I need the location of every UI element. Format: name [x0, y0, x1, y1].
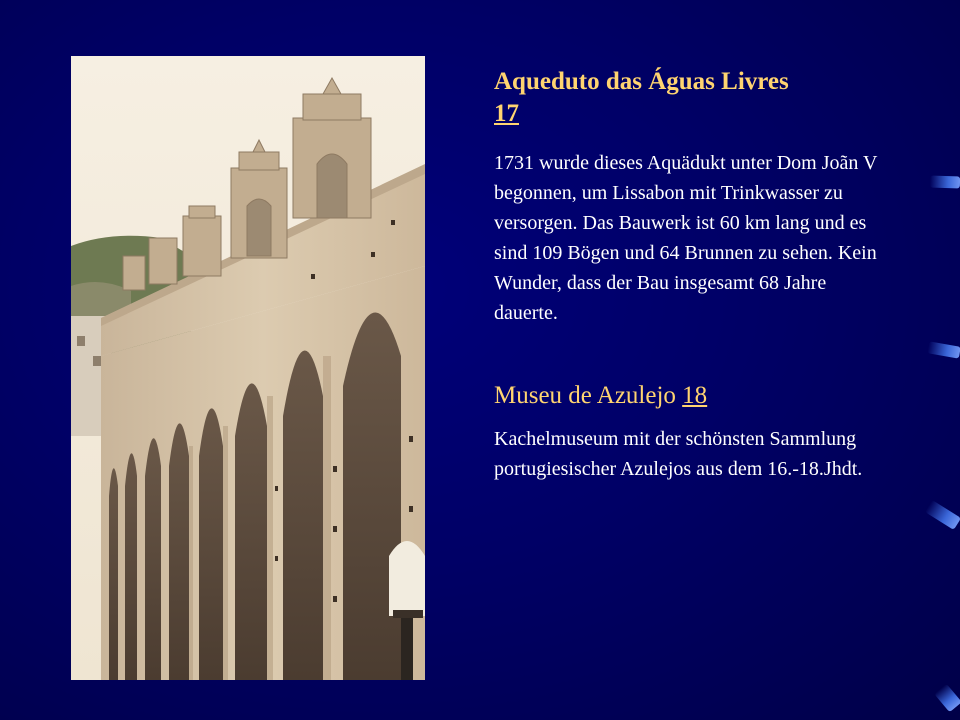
- section1-text: 1731 wurde dieses Aquädukt unter Dom Joãn V begonnen, um Lissabon mit Trinkwasser zu versorgen. Das Bauwerk ist 60 km lang und es sind 109 Bögen und 64 Brunnen zu sehen. Kein Wunder, dass der Bau insgesamt 68 Jahre dauerte.: [494, 152, 878, 324]
- section1-heading: [494, 66, 914, 130]
- section2-text: Kachelmuseum mit der schönsten Sammlung portugiesischer Azulejos aus dem 16.-18.Jhdt.: [494, 428, 863, 480]
- aqueduct-photo: [71, 56, 425, 680]
- section2-heading: [494, 380, 914, 412]
- content-column: [494, 66, 914, 484]
- decorative-streak: [927, 341, 960, 358]
- section1-link[interactable]: 17: [494, 100, 519, 127]
- decorative-streak: [934, 684, 960, 713]
- section2-link[interactable]: 18: [682, 382, 708, 409]
- decorative-streak: [925, 500, 960, 530]
- section2-title: Museu de Azulejo: [494, 382, 676, 409]
- section1-title: Aqueduto das Águas Livres: [494, 68, 789, 95]
- decorative-streak: [930, 175, 960, 188]
- aqueduct-arches-image: [71, 56, 425, 680]
